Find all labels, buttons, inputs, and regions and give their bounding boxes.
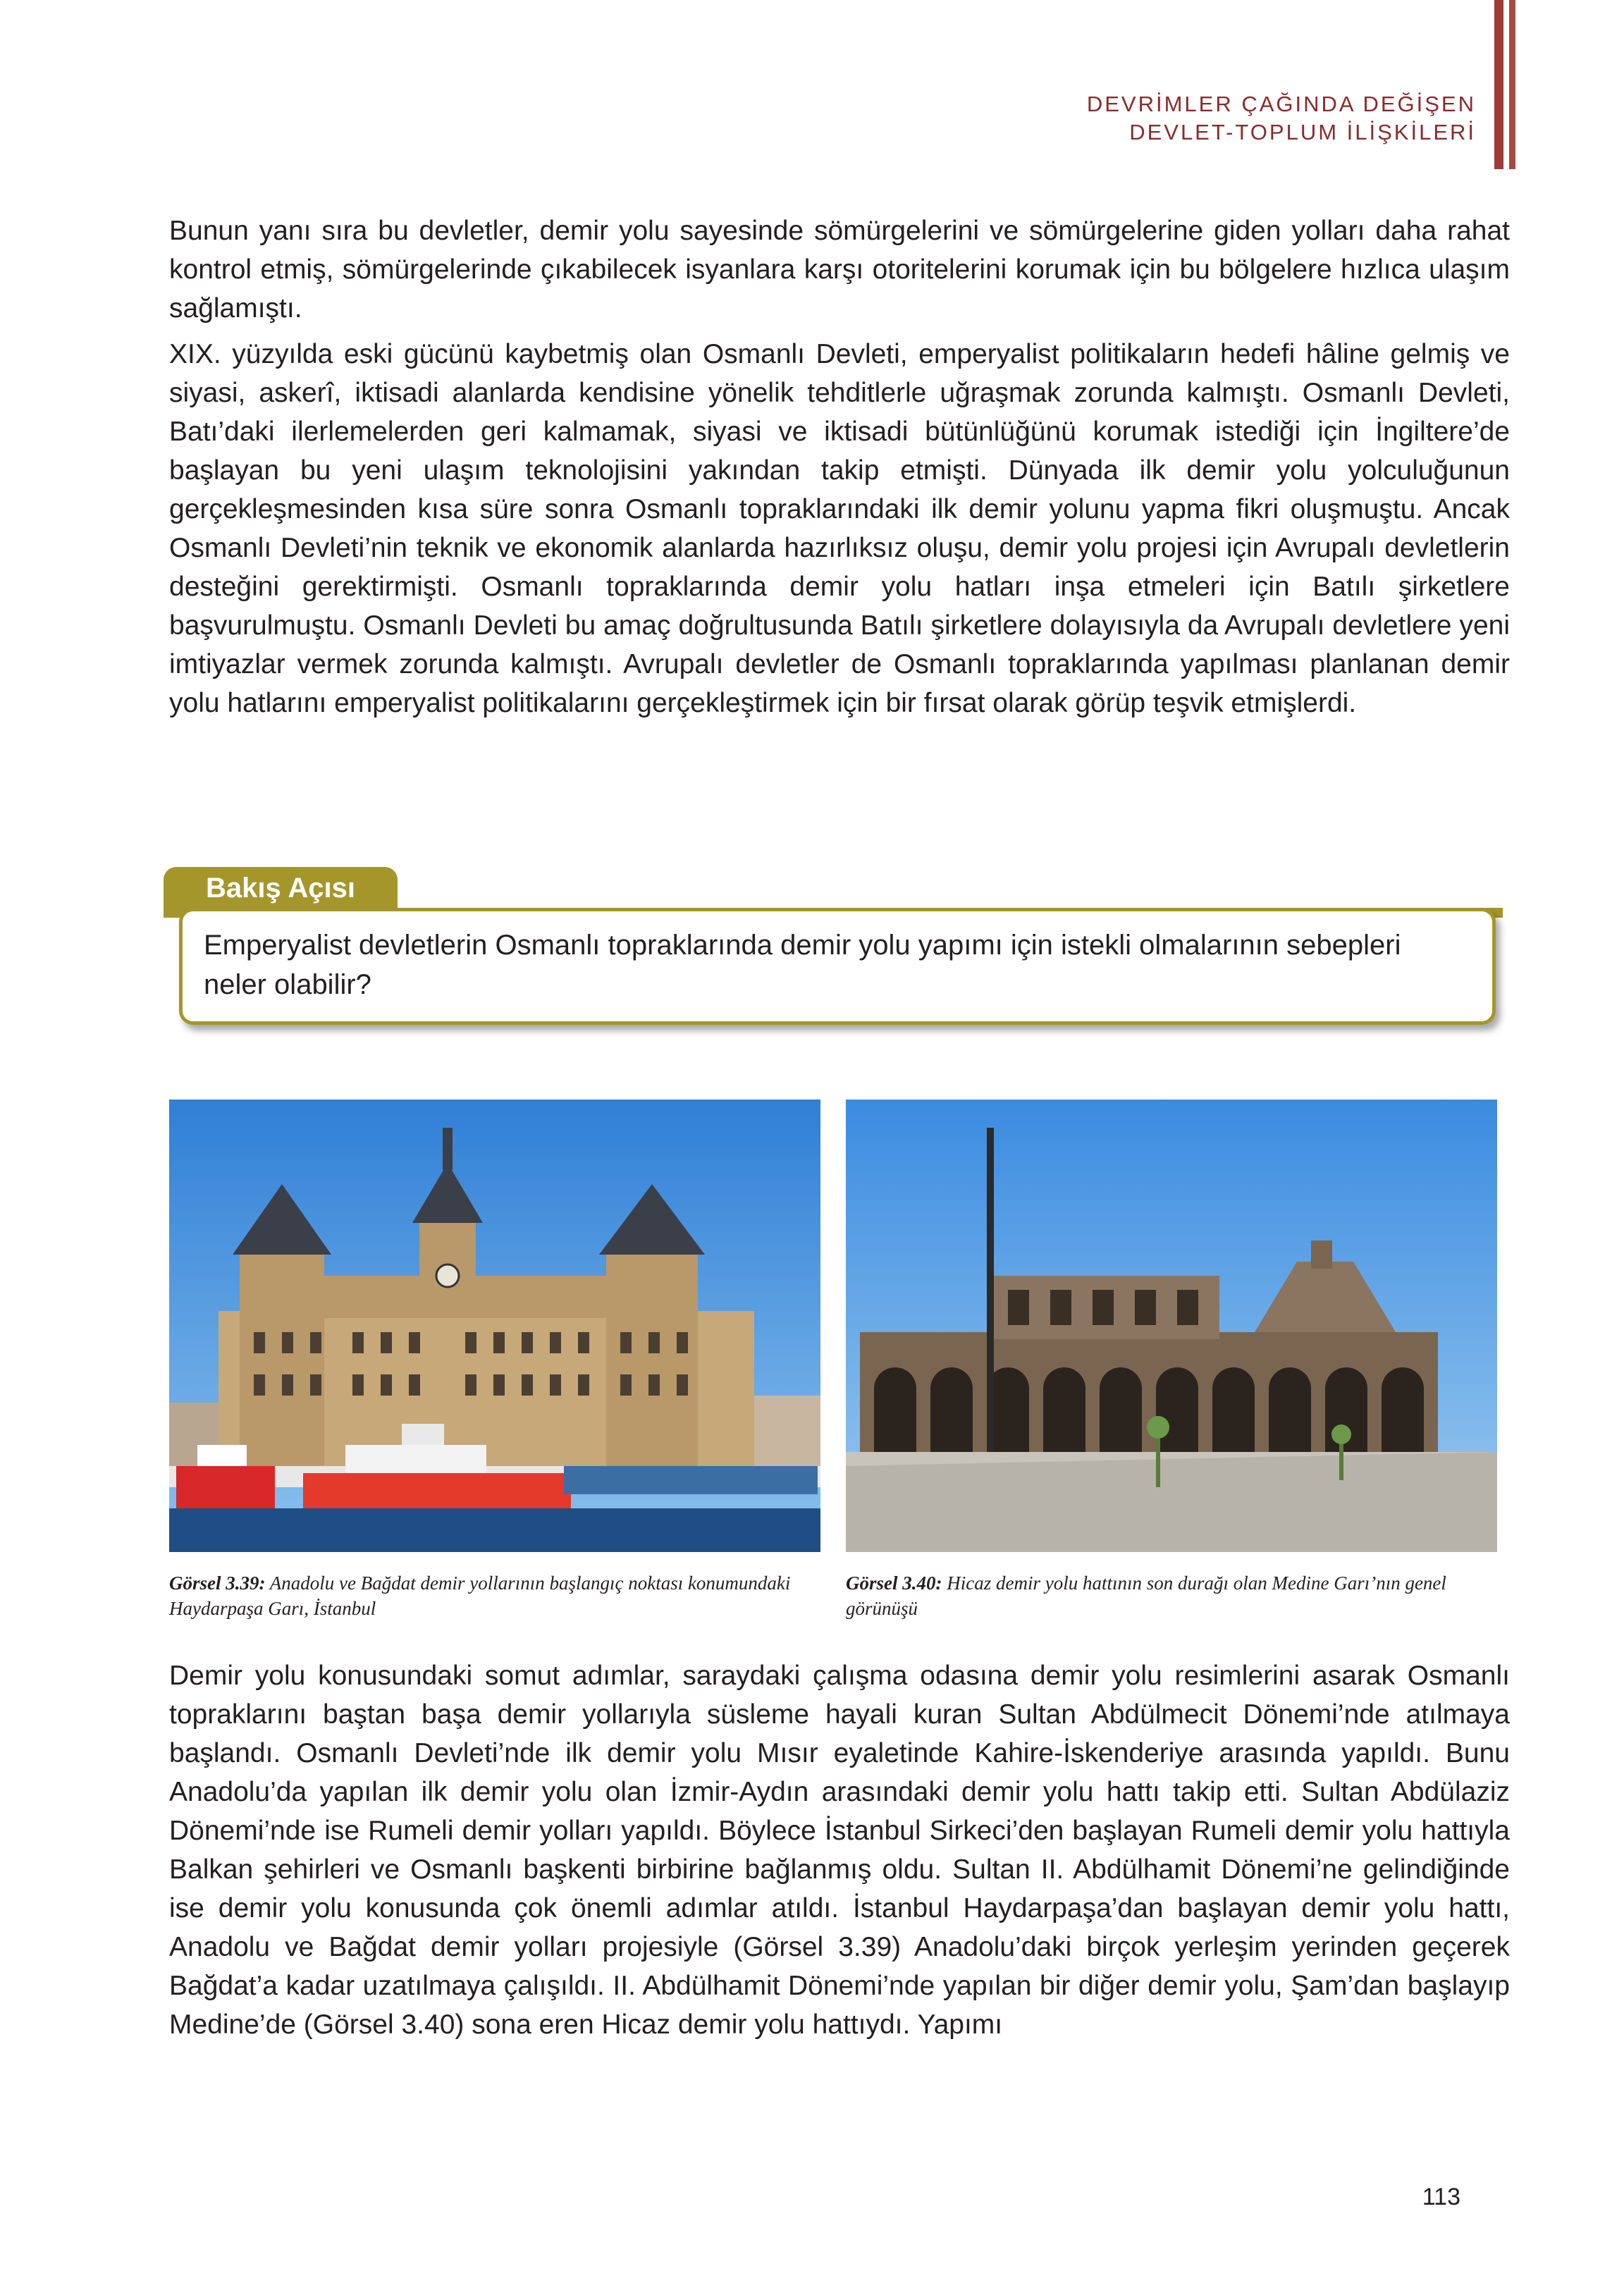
caption-text: Anadolu ve Bağdat demir yollarının başlangıç noktası konumundaki Haydarpaşa Garı, İstanbul — [169, 1572, 791, 1619]
caption-label: Görsel 3.40: — [846, 1572, 942, 1594]
callout-question: Emperyalist devletlerin Osmanlı topraklarında demir yolu yapımı için istekli olmalarının sebepleri neler olabilir? — [179, 908, 1496, 1025]
haydarpasa-station-photo — [169, 1100, 820, 1552]
header-line-1: DEVRİMLER ÇAĞINDA DEĞİŞEN — [1086, 92, 1476, 116]
perspective-callout — [164, 867, 1503, 1025]
body-text-bottom — [169, 1656, 1510, 2051]
caption-text: Hicaz demir yolu hattının son durağı olan Medine Garı’nın genel görünüşü — [846, 1572, 1446, 1619]
figure-caption-3-40 — [846, 1570, 1494, 1621]
callout-title: Bakış Açısı — [164, 867, 398, 913]
paragraph: Bunun yanı sıra bu devletler, demir yolu sayesinde sömürgelerini ve sömürgelerine giden yolları daha rahat kontrol etmiş, sömürgelerinde çıkabilecek isyanlara karşı otoritelerini korumak için bu bölgelere hızlıca ulaşım sağlamıştı. — [169, 216, 1510, 324]
figure-caption-3-39 — [169, 1570, 818, 1621]
page-number: 113 — [1422, 2184, 1460, 2210]
decorative-side-bars — [1494, 0, 1515, 169]
body-text-top — [169, 211, 1510, 730]
side-bar-light — [1509, 0, 1515, 169]
side-bar-dark — [1494, 0, 1503, 169]
paragraph: XIX. yüzyılda eski gücünü kaybetmiş olan Osmanlı Devleti, emperyalist politikaların hedefi hâline gelmiş ve siyasi, askerî, iktisadi alanlarda kendisine yönelik tehditlerle uğraşmak zorunda kalmıştı. Osmanlı Devleti, Batı’daki ilerlemelerden geri kalmamak, siyasi ve iktisadi bütünlüğünü korumak istediği için İngiltere’de başlayan bu yeni ulaşım teknolojisini yakından takip etmişti. Dünyada ilk demir yolu yolculuğunun gerçekleşmesinden kısa süre sonra Osmanlı topraklarındaki ilk demir yolunu yapma fikri oluşmuştu. Ancak Osmanlı Devleti’nin teknik ve ekonomik alanlarda hazırlıksız oluşu, demir yolu projesi için Avrupalı devletlerin desteğini gerektirmişti. Osmanlı topraklarında demir yolu hatları inşa etmeleri için Batılı şirketlere başvurulmuştu. Osmanlı Devleti bu amaç doğrultusunda Batılı şirketlere dolayısıyla da Avrupalı devletlere yeni imtiyazlar vermek zorunda kalmıştı. Avrupalı devletler de Osmanlı topraklarında yapılması planlanan demir yolu hatlarını emperyalist politikalarını gerçekleştirmek için bir fırsat olarak görüp teşvik etmişlerdi. — [169, 339, 1510, 718]
medine-station-photo — [846, 1100, 1497, 1552]
caption-label: Görsel 3.39: — [169, 1572, 266, 1594]
header-line-2: DEVLET-TOPLUM İLİŞKİLERİ — [1129, 120, 1476, 144]
running-header — [1087, 90, 1476, 147]
paragraph: Demir yolu konusundaki somut adımlar, saraydaki çalışma odasına demir yolu resimlerini asarak Osmanlı topraklarını baştan başa demir yollarıyla süsleme hayali kuran Sultan Abdülmecit Dönemi’nde atılmaya başlandı. Osmanlı Devleti’nde ilk demir yolu Mısır eyaletinde Kahire-İskenderiye arasında yapıldı. Bunu Anadolu’da yapılan ilk demir yolu olan İzmir-Aydın arasındaki demir yolu hattı takip etti. Sultan Abdülaziz Dönemi’nde ise Rumeli demir yolları yapıldı. Böylece İstanbul Sirkeci’den başlayan Rumeli demir yolu hattıyla Balkan şehirleri ve Osmanlı başkenti birbirine bağlanmış oldu. Sultan II. Abdülhamit Dönemi’ne gelindiğinde ise demir yolu konusunda çok önemli adımlar atıldı. İstanbul Haydarpaşa’dan başlayan demir yolu hattı, Anadolu ve Bağdat demir yolları projesiyle (Görsel 3.39) Anadolu’daki birçok yerleşim yerinden geçerek Bağdat’a kadar uzatılmaya çalışıldı. II. Abdülhamit Dönemi’nde yapılan bir diğer demir yolu, Şam’dan başlayıp Medine’de (Görsel 3.40) sona eren Hicaz demir yolu hattıydı. Yapımı — [169, 1661, 1510, 2040]
